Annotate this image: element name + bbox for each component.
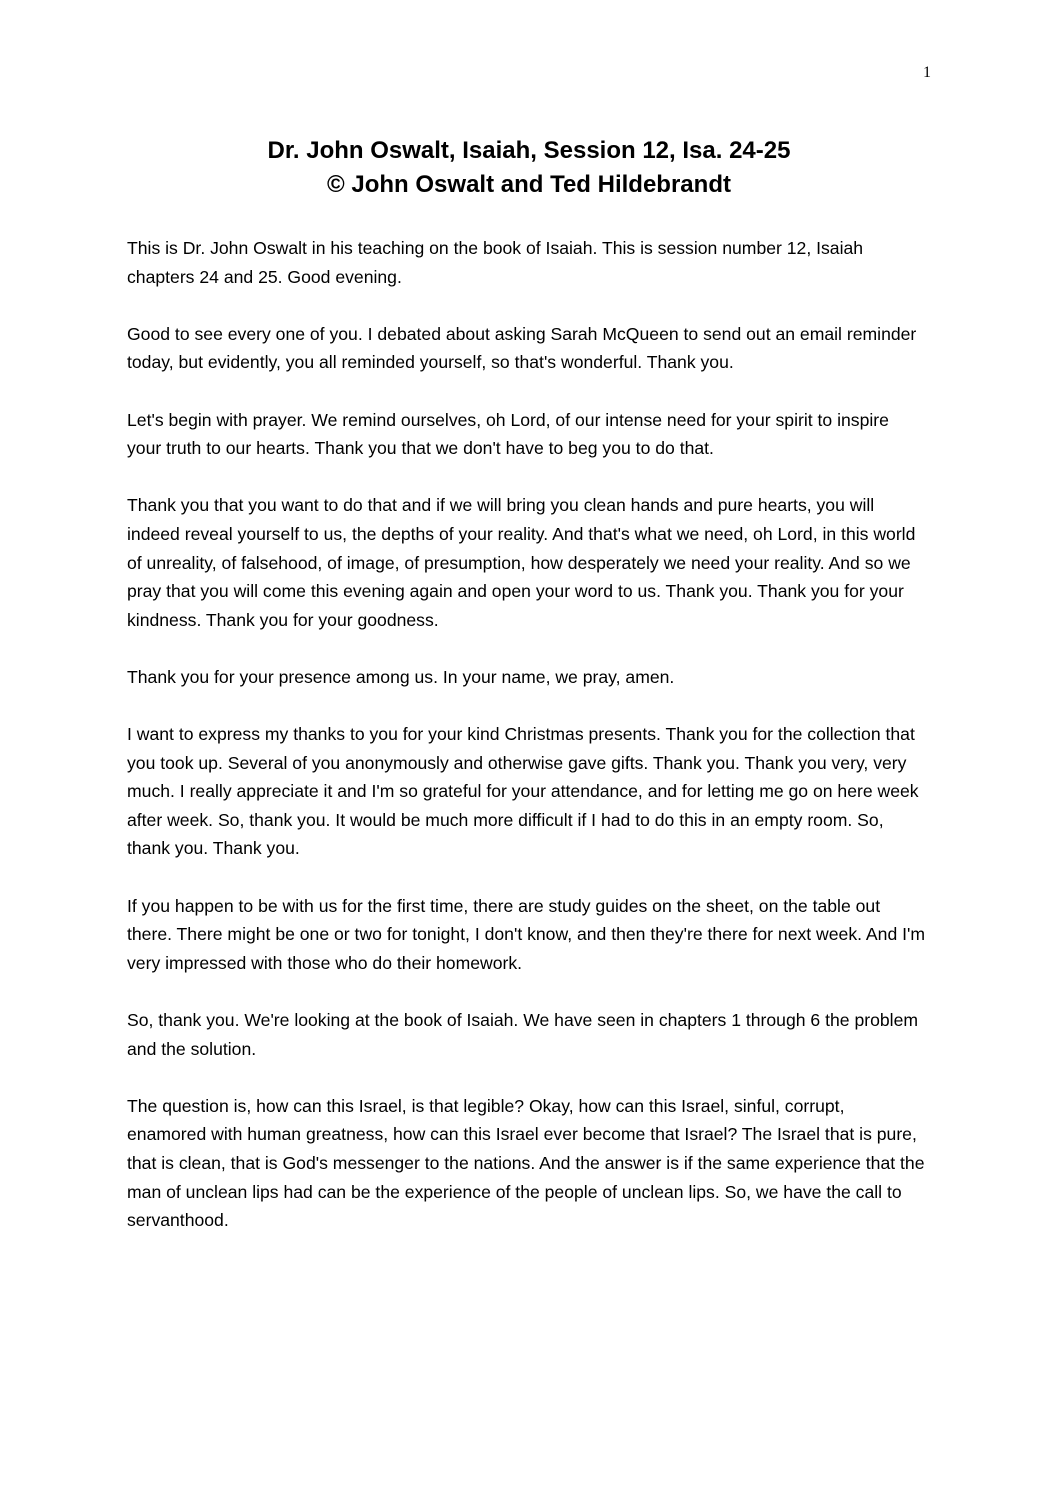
- paragraph-8: So, thank you. We're looking at the book of Isaiah. We have seen in chapters 1 through 6 the problem and the solution.: [127, 1010, 919, 1059]
- paragraph-7: If you happen to be with us for the first time, there are study guides on the sheet, on the table out there. There might be one or two for tonight, I don't know, and then they're there for next week. And I'm very impressed with those who do their homework.: [127, 895, 926, 973]
- paragraph-1: This is Dr. John Oswalt in his teaching on the book of Isaiah. This is session number 12, Isaiah chapters 24 and 25. Good evening.: [127, 238, 864, 287]
- transcript-body: [127, 234, 927, 1263]
- paragraph-3: Let's begin with prayer. We remind ourselves, oh Lord, of our intense need for your spirit to inspire your truth to our hearts. Thank you that we don't have to beg you to do that.: [127, 409, 889, 459]
- title-line-1: Dr. John Oswalt, Isaiah, Session 12, Isa. 24-25: [267, 137, 791, 164]
- paragraph-2: Good to see every one of you. I debated about asking Sarah McQueen to send out an email reminder today, but evidently, you all reminded yourself, so that's wonderful. Thank you.: [127, 323, 917, 373]
- title-line-2: © John Oswalt and Ted Hildebrandt: [327, 171, 731, 198]
- paragraph-9: The question is, how can this Israel, is that legible? Okay, how can this Israel, sinful, corrupt, enamored with human greatness, how can this Israel ever become that Israel? The Israel that is pure, that is clean, that is God's messenger to the nations. And the answer is if the same experience that the man of unclean lips had can be the experience of the people of unclean lips. So, we have the call to servanthood.: [127, 1095, 925, 1231]
- page-number: 1: [923, 64, 931, 81]
- paragraph-6: I want to express my thanks to you for your kind Christmas presents. Thank you for the collection that you took up. Several of you anonymously and otherwise gave gifts. Thank you. Thank you very, very much. I really appreciate it and I'm so grateful for your attendance, and for letting me go on here week after week. So, thank you. It would be much more difficult if I had to do this in an empty room. So, thank you. Thank you.: [127, 724, 919, 859]
- paragraph-5: Thank you for your presence among us. In your name, we pray, amen.: [127, 666, 675, 687]
- document-title: [0, 134, 1058, 202]
- paragraph-4: Thank you that you want to do that and if we will bring you clean hands and pure hearts, you will indeed reveal yourself to us, the depths of your reality. And that's what we need, oh Lord, in this world of unreality, of falsehood, of image, of presumption, how desperately we need your reality. And so we pray that you will come this evening again and open your word to us. Thank you. Thank you for your kindness. Thank you for your goodness.: [127, 495, 916, 630]
